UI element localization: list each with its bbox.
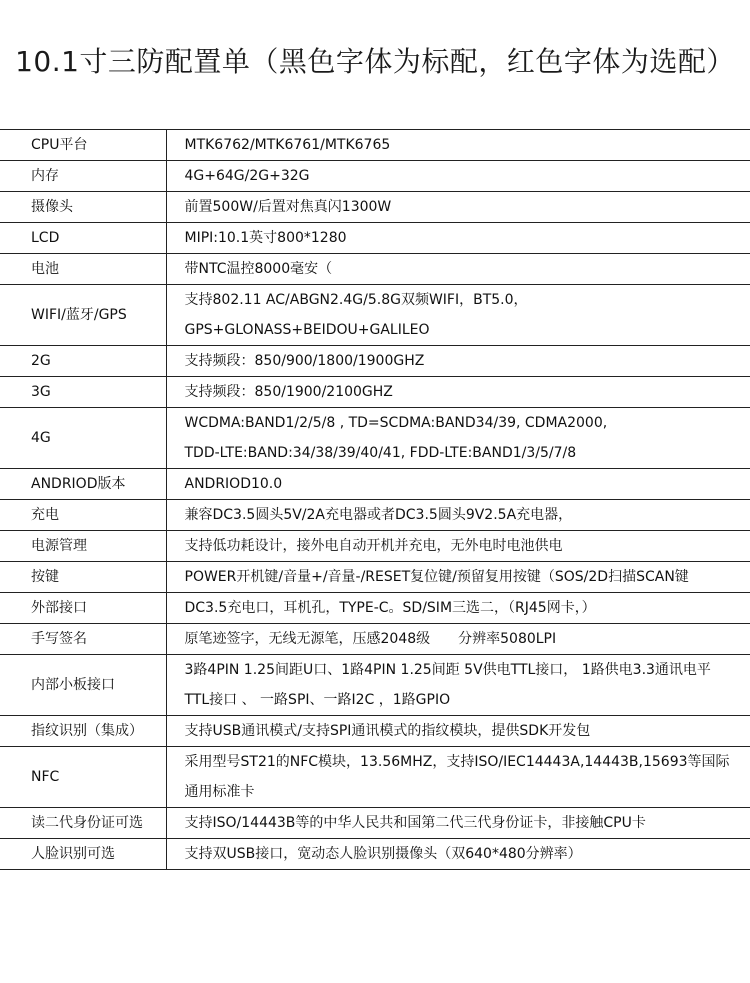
- spec-table: [0, 129, 750, 870]
- spec-value: [166, 624, 750, 655]
- spec-row: [0, 161, 750, 192]
- spec-label: 读二代身份证可选: [0, 808, 166, 839]
- spec-value-line: 支持USB通讯模式/支持SPI通讯模式的指纹模块，提供SDK开发包: [184, 723, 591, 739]
- spec-label: 2G: [0, 346, 166, 377]
- spec-label: 内存: [0, 161, 166, 192]
- spec-value: [166, 500, 750, 531]
- spec-table-body: [0, 130, 750, 870]
- spec-row: [0, 747, 750, 808]
- spec-value: [166, 716, 750, 747]
- spec-value: [166, 469, 750, 500]
- spec-value: [166, 531, 750, 562]
- spec-label: 人脸识别可选: [0, 839, 166, 870]
- spec-row: [0, 624, 750, 655]
- spec-label: 外部接口: [0, 593, 166, 624]
- spec-label: ANDRIOD版本: [0, 469, 166, 500]
- spec-value-line: GPS+GLONASS+BEIDOU+GALILEO: [184, 322, 430, 338]
- spec-row: [0, 408, 750, 469]
- spec-value: [166, 223, 750, 254]
- spec-row: [0, 655, 750, 716]
- spec-value-line: TDD-LTE:BAND:34/38/39/40/41, FDD-LTE:BAND1/3/5/7/8: [184, 445, 577, 461]
- spec-row: [0, 254, 750, 285]
- spec-value-line: MIPI:10.1英寸800*1280: [184, 230, 347, 246]
- spec-value: [166, 562, 750, 593]
- spec-value: [166, 408, 750, 469]
- spec-value: [166, 593, 750, 624]
- spec-row: [0, 808, 750, 839]
- spec-value-line: 原笔迹签字，无线无源笔，压感2048级 分辨率5080LPI: [184, 631, 557, 647]
- spec-value: [166, 130, 750, 161]
- spec-value-line: 4G+64G/2G+32G: [184, 168, 310, 184]
- spec-value-line: POWER开机键/音量+/音量-/RESET复位键/预留复用按键（SOS/2D扫描SCAN键: [184, 569, 689, 585]
- spec-label: LCD: [0, 223, 166, 254]
- spec-label: NFC: [0, 747, 166, 808]
- spec-row: [0, 285, 750, 346]
- spec-value-line: 前置500W/后置对焦真闪1300W: [184, 199, 392, 215]
- spec-row: [0, 469, 750, 500]
- spec-value-line: 3路4PIN 1.25间距U口、1路4PIN 1.25间距 5V供电TTL接口， 1路供电3.3通讯电平: [184, 662, 711, 678]
- spec-value: [166, 808, 750, 839]
- spec-value-line: 兼容DC3.5圆头5V/2A充电器或者DC3.5圆头9V2.5A充电器，: [184, 507, 573, 523]
- spec-value: [166, 254, 750, 285]
- spec-value: [166, 285, 750, 346]
- spec-row: [0, 716, 750, 747]
- spec-label: 手写签名: [0, 624, 166, 655]
- spec-row: [0, 531, 750, 562]
- spec-value: [166, 161, 750, 192]
- spec-label: WIFI/蓝牙/GPS: [0, 285, 166, 346]
- spec-value: [166, 747, 750, 808]
- page-title: 10.1寸三防配置单（黑色字体为标配，红色字体为选配）: [15, 45, 735, 78]
- spec-row: [0, 562, 750, 593]
- spec-value-line: 支持ISO/14443B等的中华人民共和国第二代三代身份证卡，非接触CPU卡: [184, 815, 646, 831]
- spec-label: 内部小板接口: [0, 655, 166, 716]
- spec-label: CPU平台: [0, 130, 166, 161]
- spec-value-line: 支持低功耗设计，接外电自动开机并充电，无外电时电池供电: [184, 538, 563, 554]
- spec-row: [0, 192, 750, 223]
- spec-row: [0, 839, 750, 870]
- spec-value-line: TTL接口 、 一路SPI、一路I2C ，1路GPIO: [184, 692, 451, 708]
- spec-row: [0, 346, 750, 377]
- spec-value-line: DC3.5充电口，耳机孔，TYPE-C。SD/SIM三选二，（RJ45网卡，）: [184, 600, 596, 616]
- spec-label: 指纹识别（集成）: [0, 716, 166, 747]
- spec-value-line: WCDMA:BAND1/2/5/8 , TD=SCDMA:BAND34/39, CDMA2000,: [184, 415, 608, 431]
- spec-row: [0, 500, 750, 531]
- spec-value-line: MTK6762/MTK6761/MTK6765: [184, 137, 391, 153]
- spec-value-line: 支持802.11 AC/ABGN2.4G/5.8G双频WIFI，BT5.0，: [184, 292, 528, 308]
- spec-value-line: 支持双USB接口，宽动态人脸识别摄像头（双640*480分辨率）: [184, 846, 582, 862]
- spec-value: [166, 192, 750, 223]
- spec-value-line: 支持频段：850/1900/2100GHZ: [184, 384, 393, 400]
- spec-label: 充电: [0, 500, 166, 531]
- spec-label: 电池: [0, 254, 166, 285]
- spec-value-line: ANDRIOD10.0: [184, 476, 283, 492]
- spec-value: [166, 377, 750, 408]
- spec-value: [166, 655, 750, 716]
- spec-value-line: 带NTC温控8000毫安（: [184, 261, 333, 277]
- spec-value-line: 通用标准卡: [184, 784, 255, 800]
- spec-row: [0, 130, 750, 161]
- spec-label: 摄像头: [0, 192, 166, 223]
- spec-value-line: 采用型号ST21的NFC模块，13.56MHZ，支持ISO/IEC14443A,14443B,15693等国际: [184, 754, 730, 770]
- spec-label: 按键: [0, 562, 166, 593]
- spec-row: [0, 377, 750, 408]
- spec-label: 电源管理: [0, 531, 166, 562]
- spec-value: [166, 839, 750, 870]
- spec-label: 3G: [0, 377, 166, 408]
- spec-row: [0, 223, 750, 254]
- spec-label: 4G: [0, 408, 166, 469]
- spec-value-line: 支持频段：850/900/1800/1900GHZ: [184, 353, 425, 369]
- spec-row: [0, 593, 750, 624]
- spec-value: [166, 346, 750, 377]
